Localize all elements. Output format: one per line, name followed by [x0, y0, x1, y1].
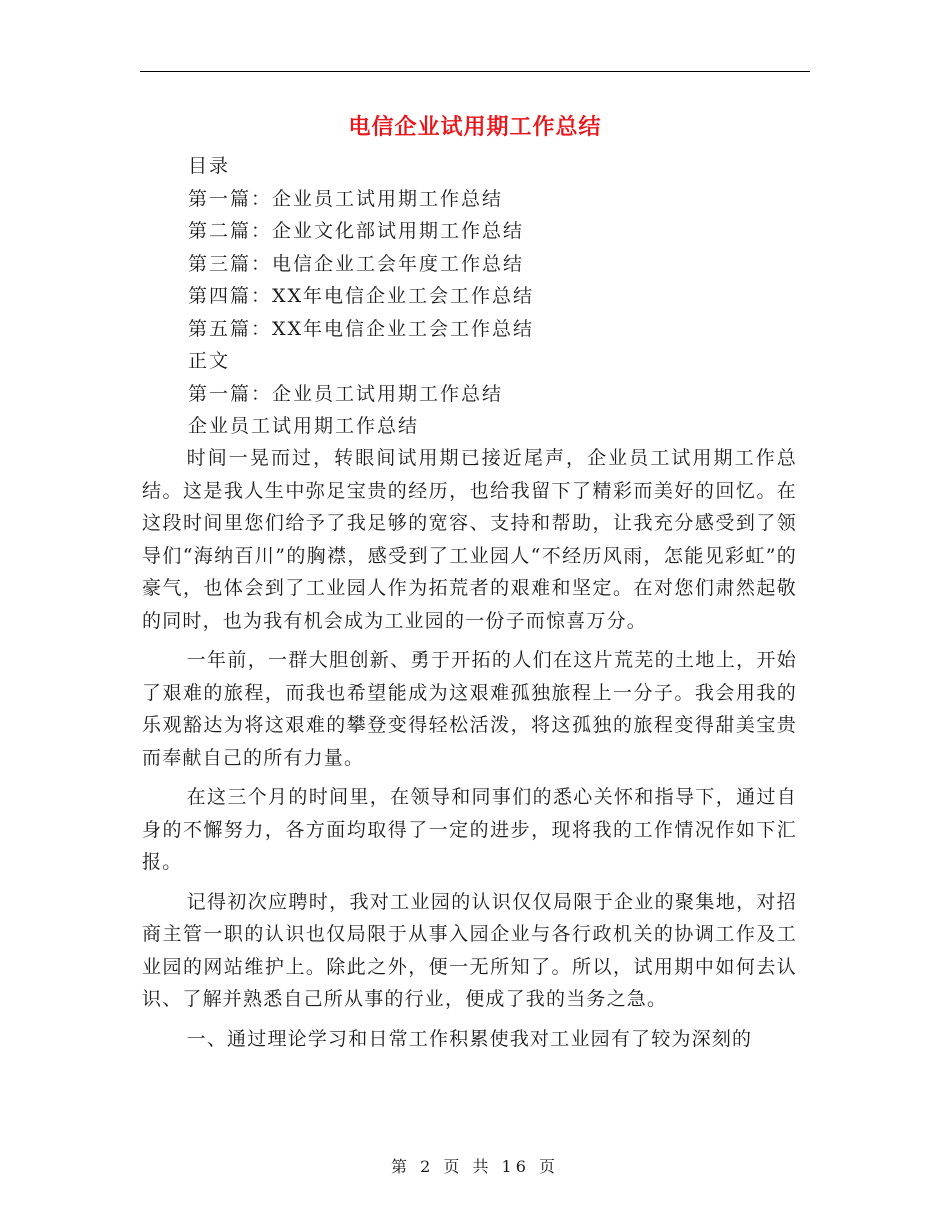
paragraph: 时间一晃而过，转眼间试用期已接近尾声，企业员工试用期工作总结。这是我人生中弥足宝贵的经历，也给我留下了精彩而美好的回忆。在这段时间里您们给予了我足够的宽容、支持和帮助，让我充分感受到了领导们“海纳百川”的胸襟，感受到了工业园人“不经历风雨，怎能见彩虹”的豪气，也体会到了工业园人作为拓荒者的艰难和坚定。在对您们肃然起敬的同时，也为我有机会成为工业园的一份子而惊喜万分。 [142, 447, 797, 632]
table-of-contents [188, 150, 534, 443]
chapter-title: 第一篇：企业员工试用期工作总结 [188, 382, 504, 405]
document-title: 电信企业试用期工作总结 [348, 114, 602, 140]
paragraph: 一年前，一群大胆创新、勇于开拓的人们在这片荒芜的土地上，开始了艰难的旅程，而我也希望能成为这艰难孤独旅程上一分子。我会用我的乐观豁达为将这艰难的攀登变得轻松活泼，将这孤独的旅程变得甜美宝贵而奉献自己的所有力量。 [142, 649, 797, 769]
paragraph: 一、通过理论学习和日常工作积累使我对工业园有了较为深刻的 [186, 1027, 753, 1050]
paragraph: 记得初次应聘时，我对工业园的认识仅仅局限于企业的聚集地，对招商主管一职的认识也仅局限于从事入园企业与各行政机关的协调工作及工业园的网站维护上。除此之外，便一无所知了。所以，试用期中如何去认识、了解并熟悉自己所从事的行业，便成了我的当务之急。 [142, 890, 797, 1010]
toc-heading: 目录 [188, 155, 231, 177]
toc-item: 第五篇：XX年电信企业工会工作总结 [188, 317, 535, 340]
header-rule [140, 71, 810, 72]
page-footer: 第 2 页 共 16 页 [391, 1157, 559, 1176]
toc-item: 第四篇：XX年电信企业工会工作总结 [188, 285, 535, 307]
toc-item: 第一篇：企业员工试用期工作总结 [188, 187, 504, 210]
toc-item: 第二篇：企业文化部试用期工作总结 [188, 220, 525, 242]
article-title: 企业员工试用期工作总结 [188, 415, 420, 437]
toc-item: 第三篇：电信企业工会年度工作总结 [188, 252, 525, 275]
body-heading: 正文 [188, 350, 231, 372]
article-body [142, 442, 797, 1062]
paragraph: 在这三个月的时间里，在领导和同事们的悉心关怀和指导下，通过自身的不懈努力，各方面均取得了一定的进步，现将我的工作情况作如下汇报。 [142, 786, 797, 873]
